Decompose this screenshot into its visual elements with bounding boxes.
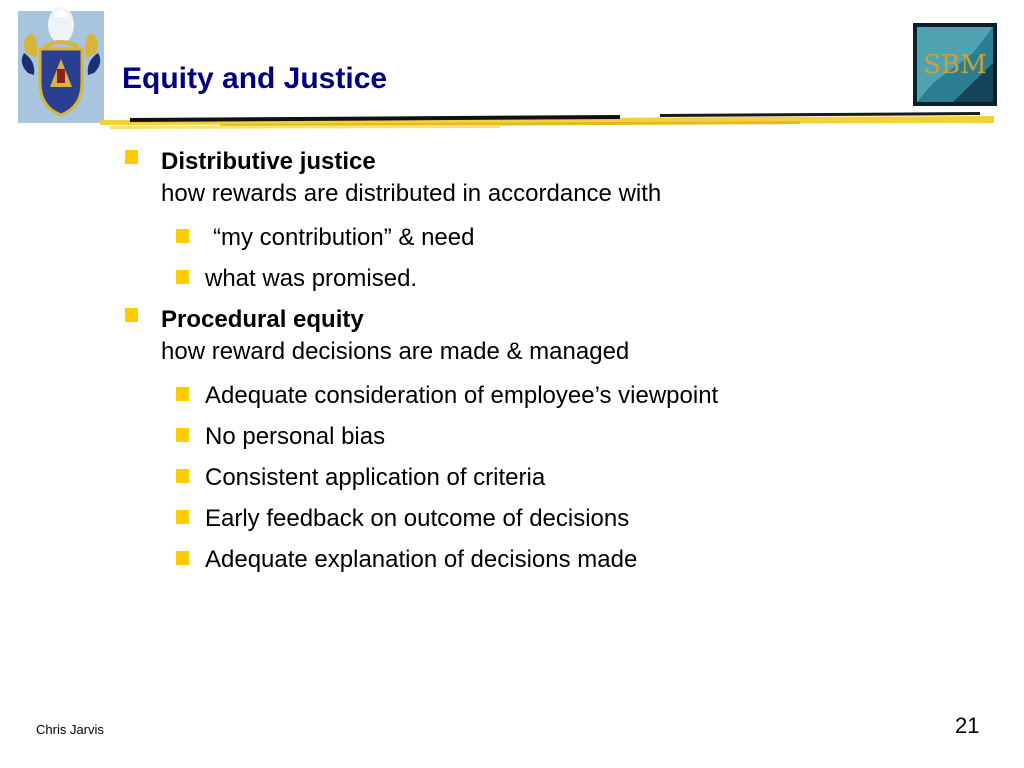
list-item [124, 304, 1004, 368]
section-heading: Distributive justice [161, 148, 376, 175]
sub-item-text: “my contribution” & need [213, 224, 475, 251]
square-bullet-icon [176, 270, 189, 284]
section-subtitle: how rewards are distributed in accordance with [161, 180, 662, 207]
sub-item-text: Early feedback on outcome of decisions [205, 505, 630, 532]
sub-item-text: Adequate explanation of decisions made [205, 546, 638, 573]
square-bullet-icon [176, 510, 189, 524]
sub-item-text: Adequate consideration of employee’s viewpoint [205, 382, 719, 409]
square-bullet-icon [176, 229, 189, 243]
sub-item-text: Consistent application of criteria [205, 464, 546, 491]
square-bullet-icon [176, 387, 189, 401]
list-item [124, 263, 1004, 295]
square-bullet-icon [176, 551, 189, 565]
list-item [124, 146, 1004, 210]
bullet-list [124, 146, 1004, 585]
university-crest-icon [18, 3, 104, 123]
square-bullet-icon [176, 428, 189, 442]
square-bullet-icon [125, 308, 138, 322]
square-bullet-icon [176, 469, 189, 483]
list-item [124, 222, 1004, 254]
title-underline-brushstroke [100, 106, 994, 134]
list-item [124, 462, 1004, 494]
sbm-logo-icon [913, 23, 997, 106]
list-item [124, 380, 1004, 412]
square-bullet-icon [125, 150, 138, 164]
sub-item-text: No personal bias [205, 423, 386, 450]
section-subtitle: how reward decisions are made & managed [161, 338, 630, 365]
footer-author: Chris Jarvis [36, 722, 104, 737]
sub-item-text: what was promised. [205, 265, 418, 292]
list-item [124, 544, 1004, 576]
section-heading: Procedural equity [161, 306, 364, 333]
list-item [124, 503, 1004, 535]
svg-text:SBM: SBM [923, 50, 987, 80]
page-number: 21 [955, 713, 980, 738]
slide-title: Equity and Justice [122, 62, 388, 95]
list-item [124, 421, 1004, 453]
